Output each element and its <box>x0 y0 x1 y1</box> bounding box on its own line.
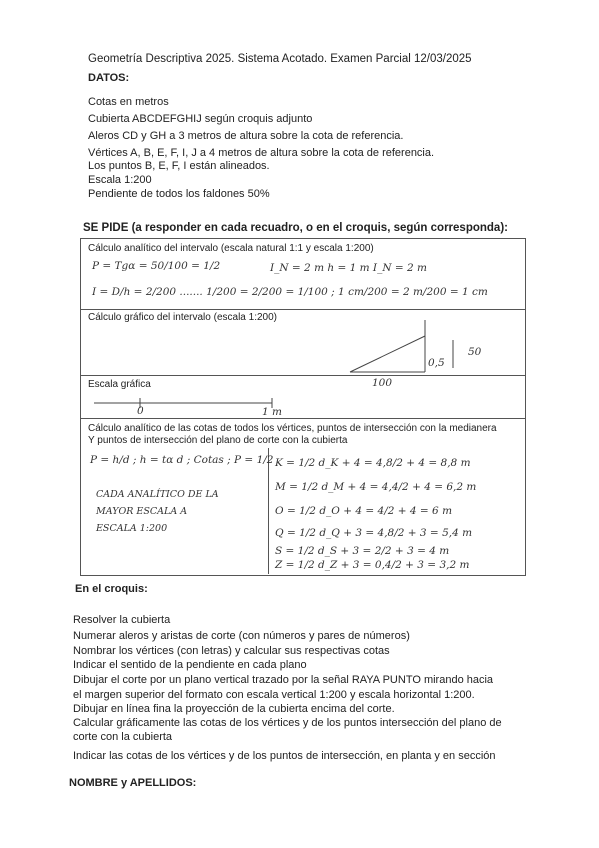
se-pide-heading: SE PIDE (a responder en cada recuadro, o en el croquis, según corresponda): <box>83 222 508 234</box>
box2-label: Cálculo gráfico del intervalo (escala 1:200) <box>88 312 277 323</box>
handwritten-cota: O = 1/2 d_O + 4 = 4/2 + 4 = 6 m <box>275 505 453 517</box>
croquis-item: Indicar las cotas de los vértices y de los puntos de intersección, en planta y en sección <box>73 750 496 762</box>
handwritten-cota: Q = 1/2 d_Q + 3 = 4,8/2 + 3 = 5,4 m <box>275 527 473 539</box>
datos-line: Pendiente de todos los faldones 50% <box>88 188 270 200</box>
datos-line: Los puntos B, E, F, I están alineados. <box>88 160 270 172</box>
croquis-item: corte con la cubierta <box>73 731 173 743</box>
croquis-heading: En el croquis: <box>75 583 148 595</box>
annotation-50: 50 <box>468 346 482 358</box>
handwritten-values: I_N = 2 m h = 1 m I_N = 2 m <box>270 262 427 274</box>
annotation-05: 0,5 <box>428 357 445 369</box>
handwritten-cota: M = 1/2 d_M + 4 = 4,4/2 + 4 = 6,2 m <box>275 481 477 493</box>
box1-label: Cálculo analítico del intervalo (escala natural 1:1 y escala 1:200) <box>88 243 374 254</box>
box4-label: Y puntos de intersección del plano de corte con la cubierta <box>88 435 348 446</box>
nombre-label: NOMBRE y APELLIDOS: <box>69 777 197 789</box>
box4-label: Cálculo analítico de las cotas de todos los vértices, puntos de intersección con la medianera <box>88 423 497 434</box>
handwritten-intervalo: I = D/h = 2/200 ....... 1/200 = 2/200 = 1/100 ; 1 cm/200 = 2 m/200 = 1 cm <box>92 286 488 298</box>
handwritten-cota: K = 1/2 d_K + 4 = 4,8/2 + 4 = 8,8 m <box>275 457 471 469</box>
croquis-item: Resolver la cubierta <box>73 614 171 626</box>
croquis-item: Dibujar el corte por un plano vertical trazado por la señal RAYA PUNTO mirando hacia <box>73 674 494 686</box>
datos-heading: DATOS: <box>88 72 130 84</box>
datos-line: Cotas en metros <box>88 96 169 108</box>
handwritten-pendiente: P = Tgα = 50/100 = 1/2 <box>92 260 221 272</box>
datos-line: Aleros CD y GH a 3 metros de altura sobre la cota de referencia. <box>88 130 404 142</box>
croquis-item: el margen superior del formato con escala vertical 1:200 y escala horizontal 1:200. <box>73 689 475 701</box>
croquis-item: Dibujar en línea fina la proyección de la cubierta encima del corte. <box>73 703 395 715</box>
scale-zero: 0 <box>137 405 144 417</box>
datos-line: Escala 1:200 <box>88 174 152 186</box>
croquis-item: Indicar el sentido de la pendiente en cada plano <box>73 659 307 671</box>
datos-line: Vértices A, B, E, F, I, J a 4 metros de altura sobre la cota de referencia. <box>88 147 435 159</box>
page-title: Geometría Descriptiva 2025. Sistema Acotado. Examen Parcial 12/03/2025 <box>88 53 472 65</box>
handwritten-left: ESCALA 1:200 <box>96 523 168 534</box>
croquis-item: Calcular gráficamente las cotas de los vértices y de los puntos intersección del plano de <box>73 717 502 729</box>
datos-line: Cubierta ABCDEFGHIJ según croquis adjunto <box>88 113 313 125</box>
handwritten-cota: Z = 1/2 d_Z + 3 = 0,4/2 + 3 = 3,2 m <box>275 559 470 571</box>
handwritten-left: CADA ANALÍTICO DE LA <box>96 489 219 500</box>
croquis-item: Numerar aleros y aristas de corte (con números y pares de números) <box>73 630 410 642</box>
handwritten-cota: S = 1/2 d_S + 3 = 2/2 + 3 = 4 m <box>275 545 450 557</box>
scale-end: 1 m <box>262 406 282 418</box>
annotation-100: 100 <box>372 377 393 389</box>
box3-label: Escala gráfica <box>88 379 151 390</box>
handwritten-left: P = h/d ; h = tα d ; Cotas ; P = 1/2 <box>90 454 274 466</box>
croquis-item: Nombrar los vértices (con letras) y calcular sus respectivas cotas <box>73 645 390 657</box>
handwritten-left: MAYOR ESCALA A <box>96 506 188 517</box>
